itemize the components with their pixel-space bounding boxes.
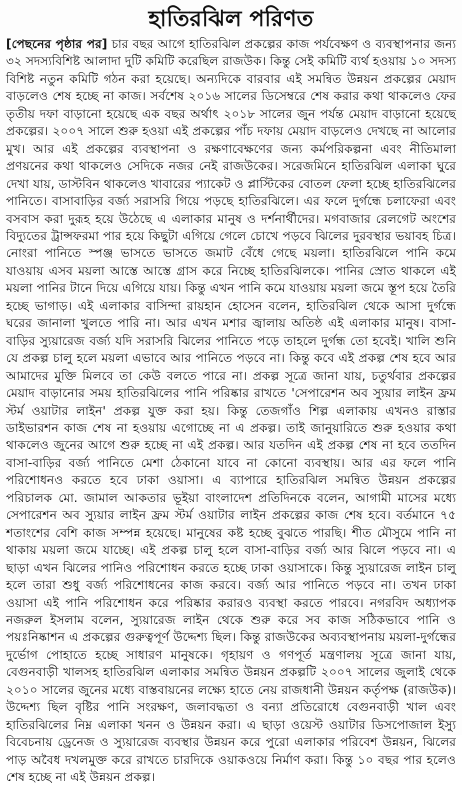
headline: হাতিরঝিল পরিণত [148, 6, 314, 32]
article-text: চার বছর আগে হাতিরঝিল প্রকল্পের কাজ পর্যবেক্ষণ ও ব্যবস্থাপনার জন্য ৩২ সদস্যবিশিষ্ট আলাদা দুটি কমিটি করেছিল রাজউক। কিন্তু সেই কমিটি ব্যর্থ হওয়ায় ১০ সদস্য বিশিষ্ট নতুন কমিটি গঠন করা হয়েছে। অন্যদিকে বারবার এই সমন্বিত উন্নয়ন প্রকল্পের মেয়াদ বাড়লেও শেষ হচ্ছে না কাজ। সর্বশেষ ২০১৬ সালের ডিসেম্বরে শেষ করার কথা থাকলেও ফের তৃতীয় দফা বাড়ানো হয়েছে এক বছর অর্থাৎ ২০১৮ সালের জুন পর্যন্ত মেয়াদ বাড়ানো হয়েছে প্রকল্পের। ২০০৭ সালে শুরু হওয়া এই প্রকল্পের পাঁচ দফায় মেয়াদ বাড়লেও দেখছে না আলোর মুখ। আর এই প্রকল্পের ব্যবস্থাপনা ও রক্ষণাবেক্ষণের জন্য কর্মপরিকল্পনা এবং নীতিমালা প্রণয়নের কথা থাকলেও সেদিকে নজর নেই রাজউকের। সরেজমিনে হাতিরঝিল এলাকা ঘুরে দেখা যায়, ডাস্টবিন থাকলেও খাবারের প্যাকেট ও প্লাস্টিকের বোতল ফেলা হচ্ছে হাতিরঝিলের পানিতে। বাসাবাড়ির বর্জ্য সরাসরি গিয়ে পড়ছে হাতিরঝিলে। এর ফলে দুর্গন্ধে চলাফেরা এবং বসবাস করা দুরূহ হয়ে উঠেছে এ এলাকার মানুষ ও দর্শনার্থীদের। মগবাজার রেলগেট অংশের বিদ্যুতের ট্রান্সফরমা পার হয়ে কিছুটা এগিয়ে গেলে চোখে পড়বে ঝিলের দুরবস্থার ভয়াবহ চিত্র। নোংরা পানিতে স্পঞ্জ ভাসতে ভাসতে জমাট বেঁধে গেছে ময়লা। হাতিরঝিলে পানি কমে যাওয়ায় এসব ময়লা আস্তে আস্তে গ্রাস করে নিচ্ছে হাতিরঝিলকে। পানির স্রোত থাকলে এই ময়লা পানির টানে দিয়ে এগিয়ে যায়। কিন্তু এখন পানি কমে যাওয়ায় ময়লা জমে স্তূপ হয়ে তৈরি হচ্ছে ভাগাড়। এই এলাকার বাসিন্দা রায়হান হোসেন বলেন, হাতিরঝিল থেকে আসা দুর্গন্ধে ঘরের জানালা খুলতে পারি না। আর এখন মশার জ্বালায় অতিষ্ঠ এই এলাকার মানুষ। বাসা-বাড়ির স্যুয়ারেজ বর্জ্য যদি সরাসরি ঝিলের পানিতে পড়ে তাহলে দুর্গন্ধ তো হবেই। খালি শুনি যে প্রকল্প চালু হলে ময়লা এভাবে আর পানিতে পড়বে না। কিন্তু কবে এই প্রকল্প শেষ হবে আর আমাদের মুক্তি মিলবে তা কেউ বলতে পারে না। প্রকল্প সূত্রে জানা যায়, চতুর্থবার প্রকল্পের মেয়াদ বাড়ানোর সময় হাতিরঝিলের পানি পরিষ্কার রাখতে 'সেপারেশন অব স্যুয়ার লাইন ফ্রম স্টর্ম ওয়াটার লাইন' প্রকল্প যুক্ত করা হয়। কিন্তু তেজগাঁও শিল্প এলাকায় এখনও রাস্তার ডাইভারশন কাজ শেষ না হওয়ায় এগোচ্ছে না এ প্রকল্প। তাই জানুয়ারিতে শুরু হওয়ার কথা থাকলেও জুনের আগে শুরু হচ্ছে না এই প্রকল্প। আর যতদিন এই প্রকল্প শেষ না হবে ততদিন বাসা-বাড়ির বর্জ্য পানিতে মেশা ঠেকানো যাবে না কোনো ব্যবস্থায়। আর এর ফলে পানি পরিশোধনও করতে হবে ঢাকা ওয়াসা। এ ব্যাপারে হাতিরঝিল সমন্বিত উন্নয়ন প্রকল্পের পরিচালক মো. জামাল আকতার ভূইয়া বাংলাদেশ প্রতিদিনকে বলেন, আগামী মাসের মধ্যে সেপারেশন অব স্যুয়ার লাইন ফ্রম স্টর্ম ওয়াটার লাইন প্রকল্পের কাজ শেষ হবে। বর্তমানে ৭৫ শতাংশের বেশি কাজ সম্পন্ন হয়েছে। মানুষের কষ্ট হচ্ছে বুঝতে পারছি। শীত মৌসুমে পানি না থাকায় ময়লা জমে যাচ্ছে। এই প্রকল্প চালু হলে বাসা-বাড়ির বর্জ্য আর ঝিলে পড়বে না। এ ছাড়া এখন ঝিলের পানিও পরিশোধন করতে হচ্ছে ঢাকা ওয়াসাকে। কিন্তু স্যুয়ারেজ লাইন চালু হলে তারা শুধু বর্জ্য পরিশোধনের কাজ করবে। বর্জ্য আর পানিতে পড়বে না। তখন ঢাকা ওয়াসা এই পানি পরিশোধন করে পরিষ্কার করারও ব্যবস্থা করতে পারবে। নগরবিদ অধ্যাপক নজরুল ইসলাম বলেন, স্যুয়ারেজ লাইন থেকে শুরু করে সব কাজ সঠিকভাবে পানি ও পয়ঃনিষ্কাশন এ প্রকল্পের গুরুত্বপূর্ণ উদ্দেশ্য ছিল। কিন্তু রাজউকের অব্যবস্থাপনায় ময়লা-দুর্গন্ধের দুর্ভোগ পোহাতে হচ্ছে সাধারণ মানুষকে। গৃহায়ণ ও গণপূর্ত মন্ত্রণালয় সূত্রে জানা যায়, বেগুনবাড়ী খালসহ হাতিরঝিল এলাকার সমন্বিত উন্নয়ন প্রকল্পটি ২০০৭ সালের জুলাই থেকে ২০১০ সালের জুনের মধ্যে বাস্তবায়নের লক্ষ্যে হাতে নেয় রাজধানী উন্নয়ন কর্তৃপক্ষ (রাজউক)। উদ্দেশ্য ছিল বৃষ্টির পানি সংরক্ষণ, জলাবদ্ধতা ও বন্যা প্রতিরোধে বেগুনবাড়ী খাল এবং হাতিরঝিলের নিম্ন এলাকা খনন ও উন্নয়ন করা। এ ছাড়া ওয়েস্ট ওয়াটার ডিসপোজাল ইস্যু বিবেচনায় ড্রেনেজ ও স্যুয়ারেজ ব্যবস্থার উন্নয়ন করে পুরো এলাকার পরিবেশ উন্নয়ন, ঝিলের পাড় অবৈধ দখলমুক্ত করে রাখতে চারদিকে ওয়াকওয়ে নির্মাণ করা। কিন্তু ১০ বছর পার হলেও শেষ হচ্ছে না এই উন্নয়ন প্রকল্প। [6, 37, 456, 785]
article-paragraph [6, 36, 456, 786]
jump-reference: [পেছনের পৃষ্ঠার পর] [6, 37, 108, 51]
article-body [6, 36, 456, 786]
